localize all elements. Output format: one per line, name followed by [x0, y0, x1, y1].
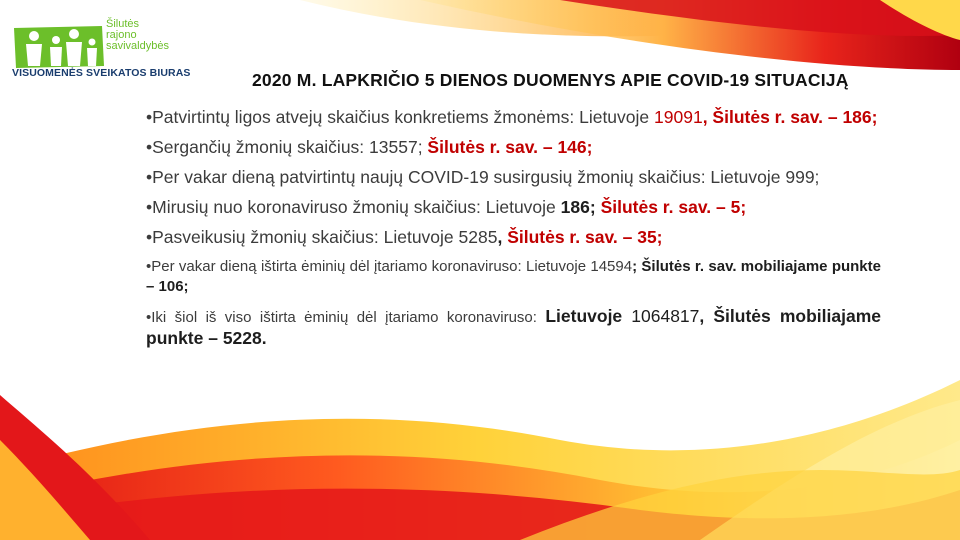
organization-logo: [4, 18, 204, 78]
recovered-item: [146, 227, 881, 248]
local-value: Šilutės r. sav. – 146;: [427, 137, 593, 157]
family-logo-icon: [12, 22, 104, 70]
logo-wordmark: [106, 19, 206, 52]
bullet-text: •Mirusių nuo koronaviruso žmonių skaičius: Lietuvoje: [146, 197, 561, 217]
confirmed-cases-item: [146, 107, 881, 128]
separator: ,: [702, 107, 713, 127]
bullet-text: •Patvirtintų ligos atvejų skaičius konkretiems žmonėms: Lietuvoje: [146, 107, 655, 127]
local-value: ; Šilutės r. sav. mobiliajame punkte – 106;: [146, 258, 881, 295]
local-value: Šilutės r. sav. – 35;: [507, 227, 663, 247]
deaths-item: [146, 197, 881, 218]
bullet-text: •Per vakar dieną ištirta ėminių dėl įtariamo koronaviruso: Lietuvoje 14594: [146, 258, 633, 275]
tests-yesterday-item: [146, 257, 881, 297]
bullet-text: •Iki šiol iš viso ištirta ėminių dėl įtariamo koronaviruso:: [146, 309, 546, 326]
local-value: Šilutės r. sav. – 5;: [600, 197, 747, 217]
tests-total-item: [146, 306, 881, 350]
national-label: Lietuvoje: [545, 306, 632, 326]
statistics-list: [146, 107, 881, 359]
logo-line-3: savivaldybės: [106, 40, 169, 52]
active-cases-item: [146, 137, 881, 158]
slide-title: 2020 M. LAPKRIČIO 5 DIENOS DUOMENYS APIE COVID-19 SITUACIJĄ: [252, 70, 849, 90]
separator: ;: [589, 197, 601, 217]
logo-line-1: Šilutės: [106, 18, 140, 30]
logo-subtitle: VISUOMENĖS SVEIKATOS BIURAS: [12, 67, 191, 79]
local-value: Šilutės r. sav. – 186;: [712, 107, 878, 127]
national-value: 1064817: [631, 306, 700, 326]
bullet-text: •Pasveikusių žmonių skaičius: Lietuvoje 5285: [146, 227, 498, 247]
local-value: , Šilutės mobiliajame punkte – 5228.: [146, 306, 881, 348]
national-value: 186: [560, 197, 590, 217]
bullet-text: •Sergančių žmonių skaičius: 13557;: [146, 137, 428, 157]
logo-line-2: rajono: [106, 29, 137, 41]
national-value: 19091: [654, 107, 703, 127]
separator: ,: [497, 227, 508, 247]
new-cases-item: •Per vakar dieną patvirtintų naujų COVID-19 susirgusių žmonių skaičius: Lietuvoje 999;: [146, 167, 820, 187]
